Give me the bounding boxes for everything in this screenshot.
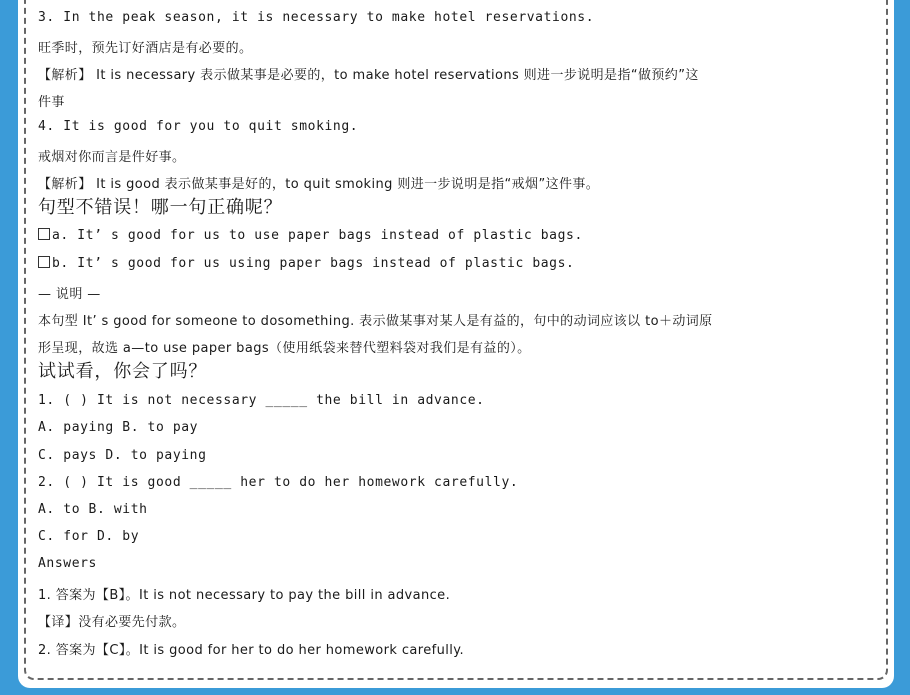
option-b-line xyxy=(38,256,574,271)
option-a-text: a. It’ s good for us to use paper bags instead of plastic bags. xyxy=(52,228,583,243)
example-3-english: 3. In the peak season, it is necessary to make hotel reservations. xyxy=(38,10,595,25)
section-heading-which-correct: 句型不错误！哪一句正确呢？ xyxy=(38,197,283,218)
answer-1: 1. 答案为【B】。It is not necessary to pay the bill in advance. xyxy=(38,588,451,603)
explanation-label: — 说明 — xyxy=(38,287,101,302)
section-heading-try-it: 试试看，你会了吗？ xyxy=(38,361,208,382)
answer-2: 2. 答案为【C】。It is good for her to do her homework carefully. xyxy=(38,643,465,658)
example-3-chinese: 旺季时，预先订好酒店是有必要的。 xyxy=(38,41,253,56)
answers-label: Answers xyxy=(38,556,97,571)
option-b-text: b. It’ s good for us using paper bags instead of plastic bags. xyxy=(52,256,575,271)
question-2: 2. ( ) It is good _____ her to do her homework carefully. xyxy=(38,475,519,490)
answer-1-translation: 【译】没有必要先付款。 xyxy=(38,615,186,630)
checkbox-icon xyxy=(38,228,50,240)
checkbox-icon xyxy=(38,256,50,268)
content-card xyxy=(18,0,894,688)
explanation-text-cont: 形呈现，故选 a—to use paper bags（使用纸袋来替代塑料袋对我们是有益的）。 xyxy=(38,341,531,356)
example-4-chinese: 戒烟对你而言是件好事。 xyxy=(38,150,186,165)
example-4-english: 4. It is good for you to quit smoking. xyxy=(38,119,359,134)
question-1: 1. ( ) It is not necessary _____ the bill in advance. xyxy=(38,393,485,408)
example-3-analysis: 【解析】 It is necessary 表示做某事是必要的，to make hotel reservations 则进一步说明是指“做预约”这 xyxy=(38,68,699,83)
question-1-options-ab: A. paying B. to pay xyxy=(38,420,199,435)
example-4-analysis: 【解析】 It is good 表示做某事是好的，to quit smoking 则进一步说明是指“戒烟”这件事。 xyxy=(38,177,600,192)
question-2-options-cd: C. for D. by xyxy=(38,529,140,544)
option-a-line xyxy=(38,228,583,243)
question-2-options-ab: A. to B. with xyxy=(38,502,148,517)
example-3-analysis-cont: 件事 xyxy=(38,95,65,110)
explanation-text: 本句型 It’ s good for someone to dosomething. 表示做某事对某人是有益的，句中的动词应该以 to＋动词原 xyxy=(38,314,713,329)
question-1-options-cd: C. pays D. to paying xyxy=(38,448,207,463)
